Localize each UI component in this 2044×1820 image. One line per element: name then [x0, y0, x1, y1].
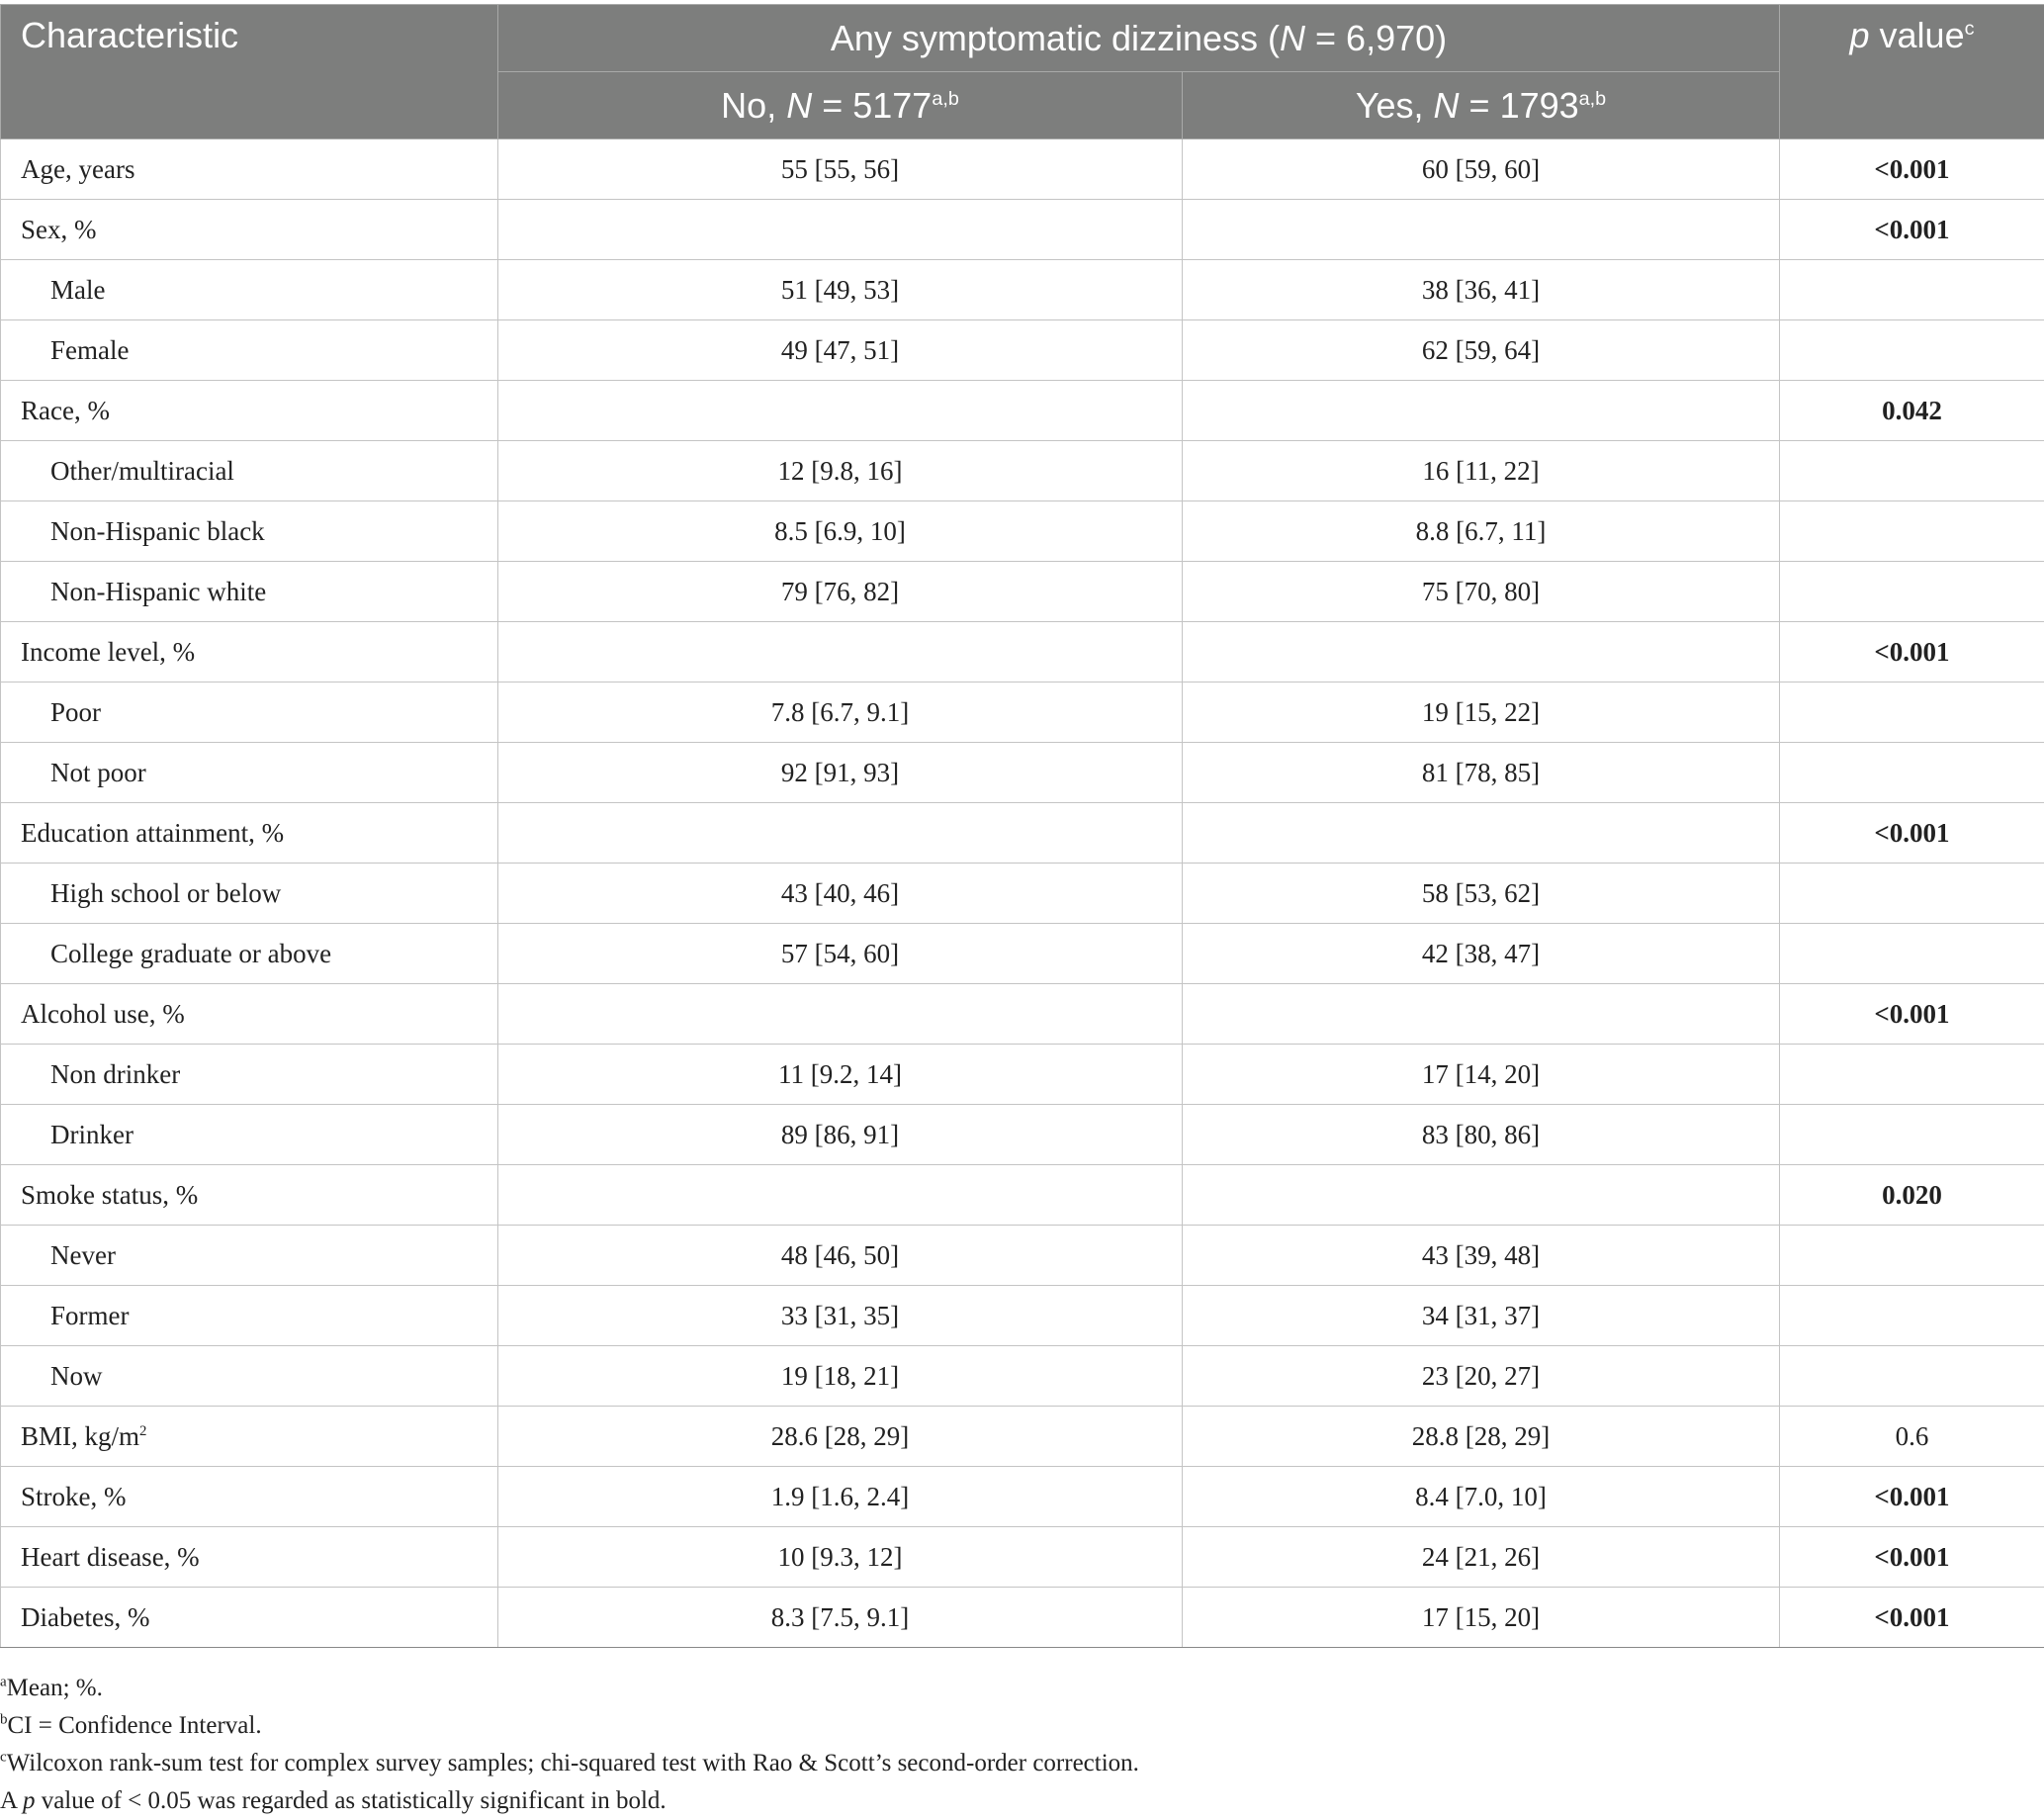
row-label: Non-Hispanic white	[1, 562, 498, 622]
row-label: Now	[1, 1346, 498, 1407]
table-row	[1, 984, 2044, 1045]
cell-yes	[1183, 803, 1780, 864]
table-row	[1, 1286, 2044, 1346]
row-label: Non drinker	[1, 1045, 498, 1105]
row-label: Stroke, %	[1, 1467, 498, 1527]
cell-yes: 81 [78, 85]	[1183, 743, 1780, 803]
cell-yes: 24 [21, 26]	[1183, 1527, 1780, 1588]
footnote-c	[0, 1745, 2044, 1782]
cell-yes: 28.8 [28, 29]	[1183, 1407, 1780, 1467]
cell-yes: 75 [70, 80]	[1183, 562, 1780, 622]
cell-pvalue	[1780, 1286, 2044, 1346]
cell-pvalue: <0.001	[1780, 984, 2044, 1045]
table-row	[1, 501, 2044, 562]
table-row	[1, 200, 2044, 260]
table-row	[1, 381, 2044, 441]
row-label: High school or below	[1, 864, 498, 924]
header-pvalue-italic: p	[1849, 15, 1870, 55]
cell-yes: 43 [39, 48]	[1183, 1226, 1780, 1286]
row-label: Smoke status, %	[1, 1165, 498, 1226]
cell-no: 79 [76, 82]	[498, 562, 1183, 622]
cell-pvalue	[1780, 743, 2044, 803]
cell-yes: 8.4 [7.0, 10]	[1183, 1467, 1780, 1527]
table-row	[1, 562, 2044, 622]
cell-pvalue	[1780, 441, 2044, 501]
cell-yes: 42 [38, 47]	[1183, 924, 1780, 984]
cell-no: 1.9 [1.6, 2.4]	[498, 1467, 1183, 1527]
table-row	[1, 1407, 2044, 1467]
cell-pvalue	[1780, 260, 2044, 320]
note-prefix: A	[0, 1787, 23, 1814]
cell-yes: 17 [15, 20]	[1183, 1588, 1780, 1648]
cell-no: 49 [47, 51]	[498, 320, 1183, 381]
header-row-top	[1, 5, 2044, 72]
table-row	[1, 1165, 2044, 1226]
header-no-prefix: No,	[721, 84, 787, 126]
table-row	[1, 803, 2044, 864]
cell-yes: 17 [14, 20]	[1183, 1045, 1780, 1105]
row-label: Heart disease, %	[1, 1527, 498, 1588]
note-text: value of < 0.05 was regarded as statistically significant in bold.	[35, 1787, 667, 1814]
header-yes-n-value: = 1793	[1459, 84, 1579, 126]
footnote-b-marker: b	[0, 1711, 8, 1728]
header-group-n-symbol: N	[1280, 17, 1306, 58]
cell-yes: 19 [15, 22]	[1183, 682, 1780, 743]
table-row	[1, 1588, 2044, 1648]
row-label: Age, years	[1, 139, 498, 200]
row-label: Education attainment, %	[1, 803, 498, 864]
table-row	[1, 320, 2044, 381]
row-label: Female	[1, 320, 498, 381]
cell-yes: 23 [20, 27]	[1183, 1346, 1780, 1407]
row-label-sup: 2	[139, 1422, 147, 1439]
footnote-b	[0, 1707, 2044, 1745]
table-row	[1, 1346, 2044, 1407]
row-label: Diabetes, %	[1, 1588, 498, 1648]
cell-no: 48 [46, 50]	[498, 1226, 1183, 1286]
table-row	[1, 441, 2044, 501]
table-row	[1, 260, 2044, 320]
cell-yes: 34 [31, 37]	[1183, 1286, 1780, 1346]
footnote-b-text: CI = Confidence Interval.	[7, 1712, 262, 1739]
cell-pvalue: <0.001	[1780, 1467, 2044, 1527]
header-yes-n-symbol: N	[1433, 84, 1460, 126]
cell-pvalue	[1780, 924, 2044, 984]
cell-no	[498, 200, 1183, 260]
cell-pvalue: <0.001	[1780, 139, 2044, 200]
header-yes-sup: a,b	[1578, 87, 1607, 110]
cell-no	[498, 622, 1183, 682]
cell-yes: 8.8 [6.7, 11]	[1183, 501, 1780, 562]
header-pvalue-rest: value	[1869, 15, 1965, 55]
cell-pvalue	[1780, 864, 2044, 924]
cell-yes: 38 [36, 41]	[1183, 260, 1780, 320]
cell-no	[498, 381, 1183, 441]
footnote-a	[0, 1670, 2044, 1707]
table-body	[1, 139, 2044, 1648]
row-label: Not poor	[1, 743, 498, 803]
header-dizziness-group	[498, 5, 1780, 72]
cell-no: 92 [91, 93]	[498, 743, 1183, 803]
table-row	[1, 622, 2044, 682]
header-yes	[1183, 72, 1780, 139]
header-no-sup: a,b	[932, 87, 959, 110]
cell-no	[498, 984, 1183, 1045]
cell-no	[498, 803, 1183, 864]
cell-no: 51 [49, 53]	[498, 260, 1183, 320]
cell-pvalue	[1780, 682, 2044, 743]
cell-no: 55 [55, 56]	[498, 139, 1183, 200]
row-label: Income level, %	[1, 622, 498, 682]
row-label: Former	[1, 1286, 498, 1346]
row-label: Alcohol use, %	[1, 984, 498, 1045]
cell-no: 19 [18, 21]	[498, 1346, 1183, 1407]
row-label: Race, %	[1, 381, 498, 441]
row-label: Non-Hispanic black	[1, 501, 498, 562]
row-label: Never	[1, 1226, 498, 1286]
cell-no: 43 [40, 46]	[498, 864, 1183, 924]
cell-pvalue: <0.001	[1780, 622, 2044, 682]
cell-yes	[1183, 622, 1780, 682]
cell-pvalue	[1780, 1346, 2044, 1407]
row-label: Poor	[1, 682, 498, 743]
cell-no: 57 [54, 60]	[498, 924, 1183, 984]
cell-yes	[1183, 1165, 1780, 1226]
cell-no: 10 [9.3, 12]	[498, 1527, 1183, 1588]
cell-pvalue	[1780, 1045, 2044, 1105]
row-label: BMI, $kg/m^2$	[1, 1407, 498, 1467]
cell-no: 28.6 [28, 29]	[498, 1407, 1183, 1467]
cell-yes	[1183, 200, 1780, 260]
cell-pvalue: <0.001	[1780, 200, 2044, 260]
header-pvalue-sup: c	[1964, 18, 1975, 40]
footnote-a-text: Mean; %.	[6, 1675, 103, 1701]
cell-yes: 16 [11, 22]	[1183, 441, 1780, 501]
header-no	[498, 72, 1183, 139]
cell-yes	[1183, 381, 1780, 441]
cell-no: 11 [9.2, 14]	[498, 1045, 1183, 1105]
cell-pvalue: 0.020	[1780, 1165, 2044, 1226]
cell-yes: 60 [59, 60]	[1183, 139, 1780, 200]
cell-no: 12 [9.8, 16]	[498, 441, 1183, 501]
table-row	[1, 1105, 2044, 1165]
footnote-c-marker: c	[0, 1749, 7, 1766]
cell-no: 33 [31, 35]	[498, 1286, 1183, 1346]
cell-pvalue	[1780, 562, 2044, 622]
cell-no: 89 [86, 91]	[498, 1105, 1183, 1165]
table-row	[1, 139, 2044, 200]
cell-no: 7.8 [6.7, 9.1]	[498, 682, 1183, 743]
cell-pvalue: 0.042	[1780, 381, 2044, 441]
note-italic: p	[22, 1787, 36, 1814]
cell-pvalue: <0.001	[1780, 803, 2044, 864]
characteristics-table	[0, 4, 2044, 1648]
header-group-prefix: Any symptomatic dizziness (	[830, 17, 1281, 58]
cell-yes: 58 [53, 62]	[1183, 864, 1780, 924]
cell-no: 8.5 [6.9, 10]	[498, 501, 1183, 562]
table-footnotes	[0, 1670, 2044, 1820]
row-label: Drinker	[1, 1105, 498, 1165]
row-label: Other/multiracial	[1, 441, 498, 501]
header-characteristic: Characteristic	[1, 5, 498, 139]
footnote-a-marker: a	[0, 1674, 7, 1690]
cell-no: 8.3 [7.5, 9.1]	[498, 1588, 1183, 1648]
header-yes-prefix: Yes,	[1355, 84, 1434, 126]
cell-pvalue: <0.001	[1780, 1527, 2044, 1588]
cell-pvalue	[1780, 1105, 2044, 1165]
cell-yes: 62 [59, 64]	[1183, 320, 1780, 381]
significance-note	[0, 1782, 2044, 1820]
cell-yes: 83 [80, 86]	[1183, 1105, 1780, 1165]
footnote-c-text: Wilcoxon rank-sum test for complex survey samples; chi-squared test with Rao & Scott’s second-order correction.	[6, 1750, 1139, 1776]
table-row	[1, 864, 2044, 924]
header-group-n-value: = 6,970)	[1305, 17, 1448, 58]
row-label: Male	[1, 260, 498, 320]
cell-pvalue	[1780, 1226, 2044, 1286]
cell-pvalue	[1780, 501, 2044, 562]
row-label: College graduate or above	[1, 924, 498, 984]
table-row	[1, 1467, 2044, 1527]
table-row	[1, 1045, 2044, 1105]
header-pvalue	[1780, 5, 2044, 139]
row-label: Sex, %	[1, 200, 498, 260]
header-no-n-value: = 5177	[812, 84, 933, 126]
cell-pvalue: <0.001	[1780, 1588, 2044, 1648]
table-row	[1, 682, 2044, 743]
cell-no	[498, 1165, 1183, 1226]
table-row	[1, 743, 2044, 803]
cell-yes	[1183, 984, 1780, 1045]
cell-pvalue	[1780, 320, 2044, 381]
table-row	[1, 1226, 2044, 1286]
table-row	[1, 1527, 2044, 1588]
cell-pvalue: 0.6	[1780, 1407, 2044, 1467]
table-row	[1, 924, 2044, 984]
header-no-n-symbol: N	[786, 84, 813, 126]
